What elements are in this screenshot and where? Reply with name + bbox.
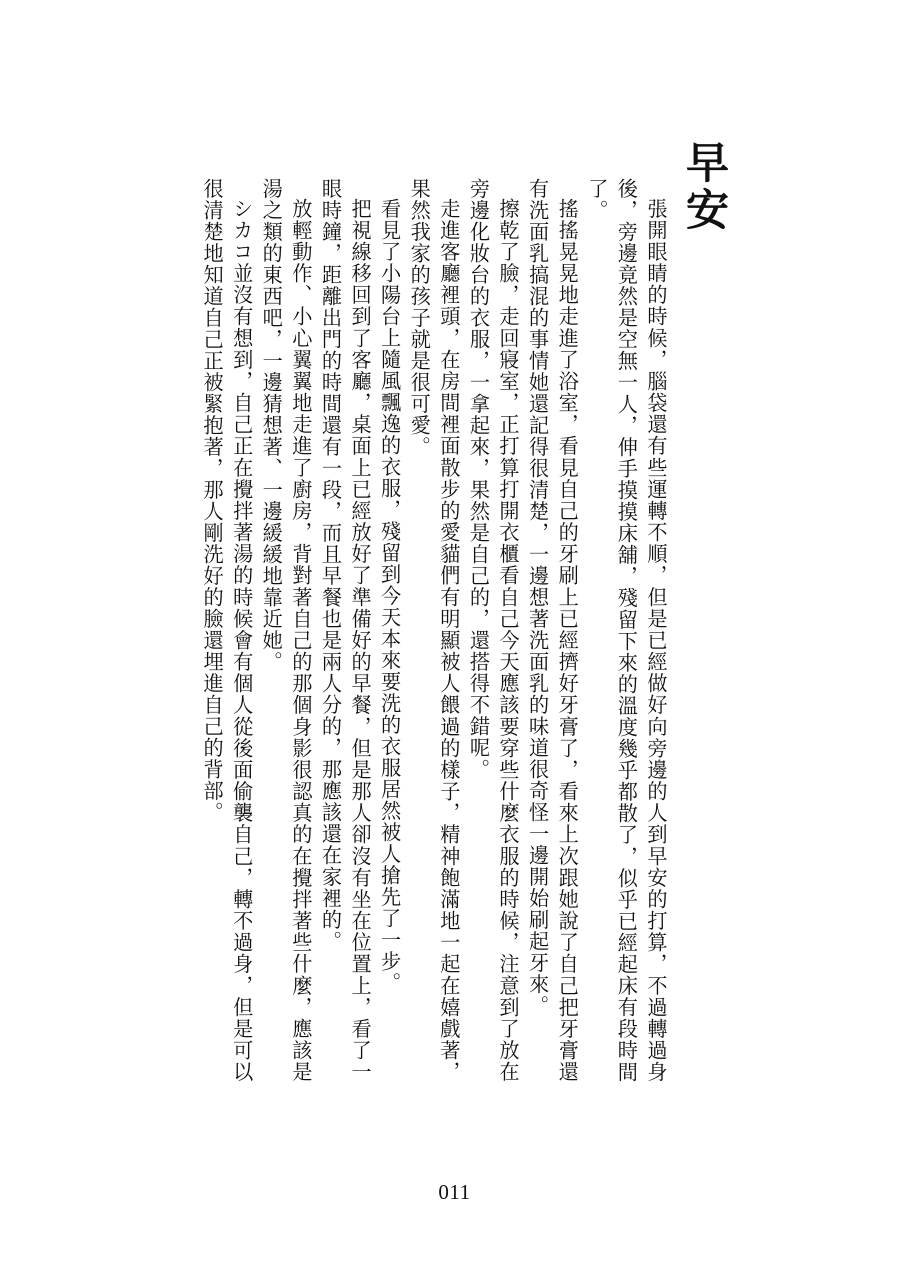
chapter-title: 早安 — [679, 140, 729, 234]
paragraph: 擦乾了臉，走回寢室，正打算打開衣櫃看自己今天應該要穿些什麼衣服的時候，注意到了放在旁邊化妝台的衣服，一拿起來，果然是自己的，還搭得不錯呢。 — [466, 178, 521, 1083]
paragraph: 看見了小陽台上隨風飄逸的衣服，殘留到今天本來要洗的衣服居然被人搶先了一步。 — [377, 198, 402, 994]
body-text — [110, 178, 670, 1083]
paragraph: 走進客廳裡頭，在房間裡面散步的愛貓們有明顯被人餵過的樣子，精神飽滿地一起在嬉戲著，果然我家的孩子就是很可愛。 — [407, 178, 461, 1083]
page-number: 011 — [438, 1180, 471, 1204]
paragraph: 把視線移回到了客廳，桌面上已經放好了準備好的早餐，但是那人卻沒有坐在位置上，看了一眼時鐘，距離出門的時間還有一段，而且早餐也是兩人分的，那應該還在家裡的。 — [318, 178, 373, 1083]
paragraph: シカコ並沒有想到，自己正在攪拌著湯的時候會有個人從後面偷襲自己，轉不過身，但是可以很清楚地知道自己正被緊抱著，那人剛洗好的臉還埋進自己的背部。 — [200, 178, 254, 1083]
paragraph: 張開眼睛的時候，腦袋還有些運轉不順，但是已經做好向旁邊的人到早安的打算，不過轉過身後，旁邊竟然是空無一人，伸手摸摸床舖，殘留下來的溫度幾乎都散了，似乎已經起床有段時間了。 — [584, 178, 668, 1083]
paragraph: 放輕動作、小心翼翼地走進了廚房，背對著自己的那個身影很認真的在攪拌著些什麼，應該是湯之類的東西吧，一邊猜想著、一邊緩緩地靠近她。 — [259, 178, 313, 1083]
paragraph: 搖搖晃晃地走進了浴室，看見自己的牙刷上已經擠好牙膏了，看來上次跟她說了自己把牙膏還有洗面乳搞混的事情她還記得很清楚，一邊想著洗面乳的味道很奇怪一邊開始刷起牙來。 — [525, 178, 580, 1083]
